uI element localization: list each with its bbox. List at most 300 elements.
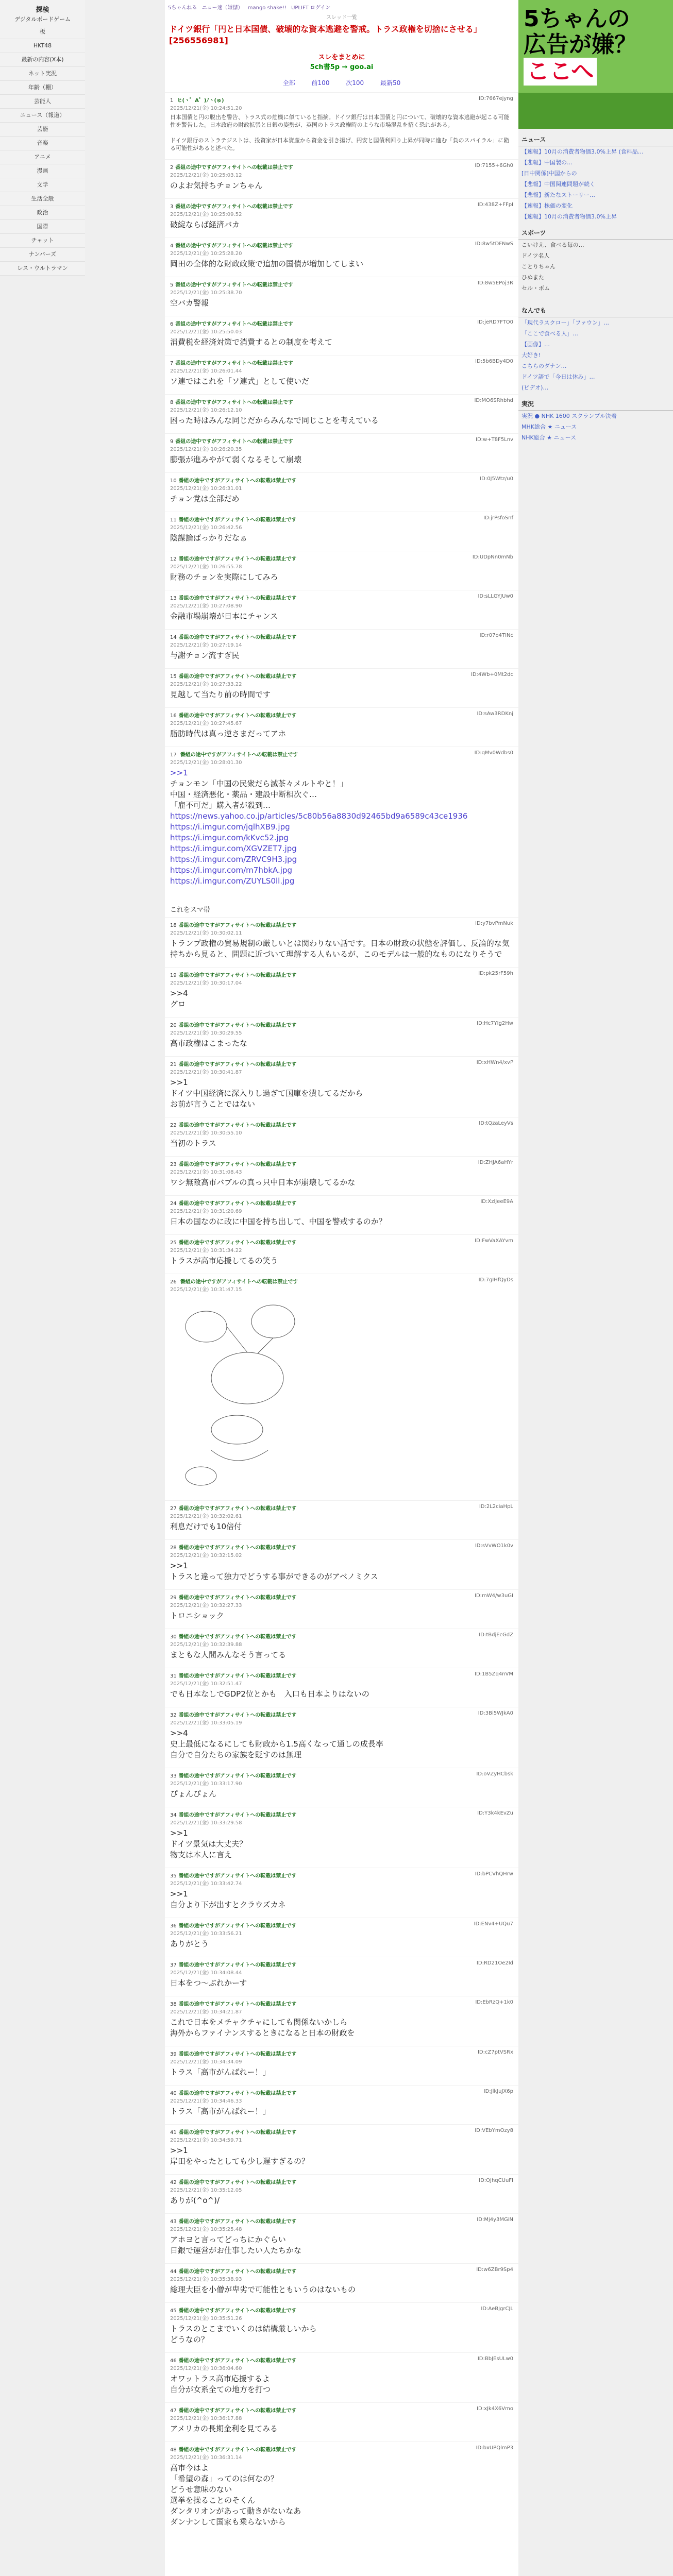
post-controls[interactable] [474,1921,513,1927]
sidebar-news-item[interactable]: NHK総合 ★ ニュース [521,434,577,441]
post-number[interactable]: 48 [170,2447,177,2453]
post-id: ID:XzlJeeE9A [480,1199,513,1205]
post [165,277,518,316]
post-number[interactable]: 12 [170,556,177,562]
post-controls[interactable] [475,1238,513,1244]
post-controls[interactable] [479,1277,513,1283]
post-header [170,2049,513,2065]
post-controls[interactable] [484,2089,513,2094]
sidebar-item[interactable]: アニメ [0,150,85,164]
sidebar-item[interactable]: 音楽 [0,137,85,150]
sidebar-news-item[interactable]: 【画像】… [521,341,550,348]
post-controls[interactable] [475,163,513,168]
sidebar-news-item[interactable]: 【悲報】中国製の… [521,159,573,166]
post-date: 2025/12/21(金) 10:30:41.87 [170,1070,242,1075]
post-body: 困った時はみんな同じだからみんなで同じことを考えている [170,416,379,425]
post-body: トラスのとこまでいくのは結構厳しいから どうなの？ [170,2324,317,2344]
post-id: ID:OJhqCUuFI [479,2178,513,2183]
post-body: 見越して当たり前の時間です [170,690,271,699]
poster-name: 番組の途中ですがアフィサイトへの転載は禁止です [178,1812,297,1818]
post-controls[interactable] [477,1960,513,1966]
post-body: ソ連ではこれを「ソ連式」として使いだ [170,377,310,386]
post-date: 2025/12/21(金) 10:36:17.88 [170,2416,242,2421]
post-controls[interactable] [479,1632,513,1638]
post-date: 2025/12/21(金) 10:32:02.61 [170,1514,242,1519]
post-header [170,554,513,570]
sidebar-item[interactable]: チャット [0,234,85,248]
post-controls[interactable] [478,2049,513,2055]
post-number[interactable]: 32 [170,1713,177,1718]
post-controls[interactable] [475,1671,513,1677]
sidebar-item[interactable]: ニュース（報道） [0,109,85,123]
post-header [170,711,513,726]
poster-name: 番組の途中ですがアフィサイトへの転載は禁止です [178,2447,297,2453]
post-body: 膨張が進みやがて弱くなるそして崩壊 [170,455,302,464]
post-id: ID:8w5tDFNwS [475,241,513,247]
left-sidebar [0,0,85,276]
post [165,92,518,159]
post [165,2352,518,2402]
sidebar-news-item[interactable]: ことりちゃん [521,263,556,270]
post [165,707,518,747]
post-controls[interactable] [476,2267,513,2273]
post-controls[interactable] [475,1999,513,2005]
post-number[interactable]: 26 [170,1279,177,1285]
post-body: 高市政権はこまったな [170,1039,248,1048]
post-id: ID:8w5EPoj3R [477,280,513,286]
poster-name: 番組の途中ですがアフィサイトへの転載は禁止です [178,923,297,928]
post-header [170,398,513,413]
post [165,1589,518,1629]
sidebar-news-item[interactable]: 「現代ラスクロー」「ファウン」… [521,319,609,326]
post-number[interactable]: 38 [170,2002,177,2007]
poster-name: 番組の途中ですがアフィサイトへの転載は禁止です [178,2091,297,2096]
poster-name: 番組の途中ですがアフィサイトへの転載は禁止です [178,2130,297,2136]
post-number[interactable]: 11 [170,517,177,523]
sidebar-news-item[interactable]: 【速報】10月の消費者物価3.0%上昇 (食料品… [521,148,644,155]
nav-next-link[interactable]: 次100 [346,79,364,87]
post-header [170,2089,513,2104]
post-header [170,2128,513,2143]
post [165,2124,518,2174]
sidebar-news-item[interactable]: 大好き! [521,352,541,359]
post [165,1707,518,1768]
post-date: 2025/12/21(金) 10:27:33.22 [170,682,242,687]
sidebar-news-item[interactable]: 「ここで食べる人」… [521,330,578,337]
post-id: ID:2L2ciaHpL [479,1504,513,1510]
post-controls[interactable] [475,241,513,247]
post-body: アホヨと言ってどっちにかぐらい 日銀で運営がお仕事したい人たちかな [170,2235,302,2255]
post-controls[interactable] [475,750,513,756]
post-number[interactable]: 23 [170,1162,177,1167]
post-date: 2025/12/21(金) 10:26:01.44 [170,368,242,374]
post-number[interactable]: 40 [170,2091,177,2096]
post-controls[interactable] [473,554,513,560]
sidebar-item[interactable]: 国際 [0,220,85,234]
post-id: ID:mW4/w3uGI [475,1593,513,1599]
post-body: 高市今はよ 「希望の森」ってのは何なの？ どうせ意味のない 選挙を操ることのそくん ダンタリオンがあって動きがないなあ ダンナンして国家も乗らないから [170,2463,301,2527]
post [165,967,518,1017]
post [165,1996,518,2046]
post-controls[interactable] [479,96,513,101]
post-number[interactable]: 43 [170,2219,177,2225]
post-number[interactable]: 27 [170,1506,177,1512]
thread-main [165,0,518,2576]
post-id: ID:AeBJgrCJL [481,2306,513,2312]
post-number[interactable]: 8 [170,400,174,405]
sidebar-news-item[interactable]: 【速報】株価の変化 [521,202,573,209]
post [165,1274,518,1500]
sidebar-item[interactable]: 漫画 [0,164,85,178]
post-number[interactable]: 34 [170,1812,177,1818]
post-controls[interactable] [480,1199,513,1205]
poster-name: 番組の途中ですがアフィサイトへの転載は禁止です [175,361,293,366]
post-controls[interactable] [476,1771,513,1777]
post-number[interactable]: 31 [170,1673,177,1679]
post-body: 日本の国なのに改に中国を持ち出して、中国を警戒するのか？ [170,1217,386,1226]
sidebar-news-item[interactable]: [日中関係]中国からの [521,170,577,177]
post-id: ID:3Bi5WJkA0 [478,1710,513,1716]
post-date: 2025/12/21(金) 10:32:51.47 [170,1681,242,1687]
post-controls[interactable] [478,2356,513,2362]
post-id: ID:7667ejyng [478,96,513,101]
post-body: 空バカ警報 [170,298,209,308]
post-number[interactable]: 13 [170,596,177,601]
post-number[interactable]: 46 [170,2358,177,2364]
sidebar-news-item[interactable]: MHK総合 ★ ニュース [521,423,577,430]
post-header [170,280,513,296]
post-id: ID:Mj4y3MGiN [477,2217,513,2223]
poster-name: 番組の途中ですがアフィサイトへの転載は禁止です [178,1962,297,1968]
pagination-nav [165,75,518,92]
post-controls[interactable] [477,1810,513,1816]
ad-banner-text: 5ちゃんの 広告が嫌？ [524,6,637,58]
post [165,2263,518,2302]
image-link[interactable]: https://i.imgur.com/kKvc52.jpg [170,833,289,842]
post-controls[interactable] [476,437,513,443]
post-number[interactable]: 36 [170,1923,177,1929]
post-controls[interactable] [480,633,513,638]
post-header [170,96,513,111]
post-number[interactable]: 9 [170,439,174,445]
post-date: 2025/12/21(金) 10:27:19.14 [170,642,242,648]
post-id: ID:sLLGYJUw0 [478,594,513,599]
post-number[interactable]: 19 [170,973,177,978]
sidebar-news-item[interactable]: ひぬまた [521,274,544,281]
post-controls[interactable] [479,1121,513,1126]
sidebar-news-item[interactable]: 【悲報】新たなストーリー… [521,192,595,198]
poster-name: 番組の途中ですがアフィサイトへの転載は禁止です [178,1773,297,1779]
post-controls[interactable] [477,1021,513,1026]
post-controls[interactable] [479,2178,513,2183]
post [165,917,518,967]
image-link[interactable]: https://i.imgur.com/jqlhXB9.jpg [170,822,290,832]
promo-box[interactable] [165,47,518,75]
sidebar-item[interactable]: レス・ウルトラマン [0,262,85,276]
post-number[interactable]: 7 [170,361,174,366]
post-number[interactable]: 29 [170,1595,177,1601]
poster-name: 番組の途中ですがアフィサイトへの転載は禁止です [178,2358,297,2364]
sidebar-item[interactable]: 芸能 [0,123,85,137]
breadcrumb-item[interactable]: 5ちゃんねる [168,5,197,11]
post-number[interactable]: 14 [170,635,177,640]
image-link[interactable]: https://i.imgur.com/ZUYLS0ll.jpg [170,876,295,886]
post-number[interactable]: 6 [170,321,174,327]
post-number[interactable]: 37 [170,1962,177,1968]
sidebar-item[interactable]: 文学 [0,178,85,192]
post-header [170,2306,513,2321]
sidebar-item[interactable]: 板 [0,25,85,39]
sidebar-item[interactable]: 政治 [0,206,85,220]
post-body: 金融市場崩壊が日本にチャンス [170,612,278,621]
post-number[interactable]: 21 [170,1062,177,1067]
post-controls[interactable] [477,319,513,325]
image-link[interactable]: https://i.imgur.com/m7hbkA.jpg [170,866,293,875]
post-controls[interactable] [479,1504,513,1510]
sidebar-news-item[interactable]: こちらのダナン… [521,363,567,369]
poster-name: 番組の途中ですがアフィサイトへの転載は禁止です [178,1873,297,1879]
post-line: チョンモン「中国の民衆だら滅茶々メルトやと！」 [170,779,348,788]
post-controls[interactable] [475,2128,513,2133]
post-header [170,1238,513,1253]
poster-name: 番組の途中ですがアフィサイトへの転載は禁止です [180,752,298,758]
post-number[interactable]: 1 [170,98,174,104]
post-date: 2025/12/21(金) 10:33:05.19 [170,1720,242,1726]
post-controls[interactable] [483,515,513,521]
post [165,1117,518,1156]
post-body: トロニショック [170,1611,224,1620]
sidebar-item[interactable]: 生活全般 [0,192,85,206]
thread-list-link[interactable]: スレッド一覧 [326,15,357,21]
post-id: ID:jrPsfoSnf [483,515,513,521]
sidebar-item[interactable]: HKT48 [0,39,85,53]
sidebar-item[interactable]: ナンバーズ [0,248,85,262]
post-body: 当初のトラス [170,1139,216,1148]
post-date: 2025/12/21(金) 10:31:47.15 [170,1287,242,1293]
ad-banner-cta: ここへ [524,58,597,86]
post-controls[interactable] [477,711,513,717]
post-number[interactable]: 17 [170,752,177,758]
post-number[interactable]: 45 [170,2308,177,2314]
post-id: ID:ENv4+UQu7 [474,1921,513,1927]
post-number[interactable]: 4 [170,243,174,249]
post-controls[interactable] [478,594,513,599]
poster-name: 番組の途中ですがアフィサイトへの転載は禁止です [178,596,297,601]
sidebar-news-item[interactable]: 実況 ● NHK 1600 スクランブル決着 [521,413,617,419]
post-date: 2025/12/21(金) 10:36:31.14 [170,2455,242,2461]
sidebar-news-item[interactable]: ドイツ語で「今日は休み」… [521,374,595,380]
post-date: 2025/12/21(金) 10:34:34.09 [170,2059,242,2065]
post-body: チョン党は全部だめ [170,494,240,503]
post-date: 2025/12/21(金) 10:32:15.02 [170,1553,242,1558]
post-id: ID:ZHJA6aHYr [478,1160,513,1165]
post-number[interactable]: 28 [170,1545,177,1551]
post-number[interactable]: 33 [170,1773,177,1779]
breadcrumb-item[interactable]: UPLIFT ログイン [291,5,331,11]
post-body: ありが(^o^)/ [170,2196,220,2205]
post-number[interactable]: 35 [170,1873,177,1879]
sidebar-item[interactable]: 年齢（棚） [0,81,85,95]
post-number[interactable]: 15 [170,674,177,680]
post [165,2402,518,2442]
post-id: ID:EbRzQ+1k0 [475,1999,513,2005]
news-heading: ニュース [518,129,673,146]
poster-name: 番組の途中ですがアフィサイトへの転載は禁止です [178,1634,297,1640]
post-date: 2025/12/21(金) 10:28:01.30 [170,760,242,766]
post [165,551,518,590]
post-id: ID:Y3k4kEvZu [477,1810,513,1816]
nav-latest-link[interactable]: 最新50 [380,79,401,87]
post-header [170,1277,513,1293]
post-body: >>1 岸田をやったとしても少し遅すぎるの？ [170,2146,310,2166]
post-controls[interactable] [475,1593,513,1599]
sidebar-item[interactable]: ネット実況 [0,67,85,81]
post-controls[interactable] [471,672,513,677]
post-number[interactable]: 20 [170,1023,177,1028]
poster-name: 番組の途中ですがアフィサイトへの転載は禁止です [178,2408,297,2414]
sidebar-subtitle[interactable]: デジタルボードゲーム [14,16,71,23]
poster-name: 番組の途中ですがアフィサイトへの転載は禁止です [180,1279,298,1285]
sidebar-news-item[interactable]: こいけえ、食べる毎の… [521,242,584,248]
post-header [170,437,513,452]
post-line: 中国・経済悪化・薬品・建設中断相次ぐ… [170,790,317,799]
post-number[interactable]: 24 [170,1201,177,1207]
post-controls[interactable] [481,2306,513,2312]
sidebar-news-item[interactable]: 【悲報】中国関連問題が続く [521,181,595,188]
poster-name: 番組の途中ですがアフィサイトへの転載は禁止です [178,2219,297,2225]
post-controls[interactable] [478,280,513,286]
post [165,238,518,277]
sidebar-item[interactable]: 芸能人 [0,95,85,109]
post-id: ID:1B5Zq4nVM [475,1671,513,1677]
poster-name: 番組の途中ですがアフィサイトへの転載は禁止です [178,1923,297,1929]
poster-name: 番組の途中ですがアフィサイトへの転載は禁止です [178,2052,297,2057]
post [165,1768,518,1807]
post-controls[interactable] [476,2445,513,2451]
post-date: 2025/12/21(金) 10:27:08.90 [170,603,242,609]
post-number[interactable]: 22 [170,1123,177,1128]
post-id: ID:w6ZBr9Sp4 [476,2267,513,2273]
nav-prev-link[interactable]: 前100 [311,79,330,87]
post-date: 2025/12/21(金) 10:36:04.60 [170,2366,242,2371]
image-link[interactable]: https://i.imgur.com/XGVZET7.jpg [170,844,297,853]
post-controls[interactable] [478,1710,513,1716]
post-number[interactable]: 44 [170,2269,177,2275]
post-controls[interactable] [478,1160,513,1165]
post-id: ID:MO6SRhbhd [474,398,513,403]
post-number[interactable]: 5 [170,282,174,288]
external-link[interactable]: https://news.yahoo.co.jp/articles/5c80b56a8830d92465bd9a6589c43ce1936 [170,811,468,821]
post-id: ID:xHWn4/xvP [476,1060,513,1065]
post-id: ID:sVvWO1k0v [475,1543,513,1549]
image-link[interactable]: https://i.imgur.com/ZRVC9H3.jpg [170,855,297,864]
post-controls[interactable] [475,1871,513,1877]
post-header [170,971,513,986]
post-number[interactable]: 30 [170,1634,177,1640]
post-number[interactable]: 16 [170,713,177,719]
breadcrumb-item[interactable]: mango shake!! [247,5,287,11]
reply-anchor[interactable]: >>1 [170,768,188,777]
post-header [170,1632,513,1648]
post-date: 2025/12/21(金) 10:31:20.69 [170,1209,242,1214]
poster-name: 番組の途中ですがアフィサイトへの転載は禁止です [178,1240,297,1246]
post-date: 2025/12/21(金) 10:34:21.87 [170,2009,242,2015]
post-date: 2025/12/21(金) 10:25:38.70 [170,290,242,296]
nav-all-link[interactable]: 全部 [282,79,295,87]
post-number[interactable]: 3 [170,204,174,210]
post-body: >>4 グロ [170,989,188,1009]
post [165,394,518,433]
post-number[interactable]: 39 [170,2052,177,2057]
post-number[interactable]: 18 [170,923,177,928]
post-id: ID:BbJEsULw0 [477,2356,513,2362]
right-column [518,0,673,443]
post-id: ID:jeRD7FTO0 [477,319,513,325]
sidebar-news-item[interactable]: セル・ボム [521,285,550,292]
post-controls[interactable] [474,398,513,403]
post-date: 2025/12/21(金) 10:34:08.44 [170,1970,242,1976]
sidebar-news-item[interactable]: (ビデオ)… [521,384,549,391]
post-header [170,2267,513,2282]
post-controls[interactable] [475,1543,513,1549]
post-controls[interactable] [475,359,513,364]
post-controls[interactable] [475,921,513,926]
sidebar-news-item[interactable]: ドイツ名人 [521,252,550,259]
poster-name: 番組の途中ですがアフィサイトへの転載は禁止です [178,1062,297,1067]
post-number[interactable]: 47 [170,2408,177,2414]
post-number[interactable]: 25 [170,1240,177,1246]
post-controls[interactable] [478,202,513,208]
post-controls[interactable] [480,476,513,482]
post-controls[interactable] [477,2406,513,2412]
ad-banner[interactable] [518,0,673,129]
post-number[interactable]: 10 [170,478,177,484]
post-body: 財務のチョンを実際にしてみろ [170,572,278,582]
post-number[interactable]: 41 [170,2130,177,2136]
post-header [170,1999,513,2015]
poster-name: 番組の途中ですがアフィサイトへの転載は禁止です [175,282,293,288]
post-date: 2025/12/21(金) 10:35:38.93 [170,2277,242,2282]
post-date: 2025/12/21(金) 10:35:25.48 [170,2227,242,2232]
poster-name: 番組の途中ですがアフィサイトへの転載は禁止です [178,2269,297,2275]
post-date: 2025/12/21(金) 10:31:08.43 [170,1170,242,1175]
breadcrumb-item[interactable]: ニュー速（嫌儲） [201,5,243,11]
post-number[interactable]: 2 [170,165,174,171]
sidebar-item[interactable]: 最新の内容(X本) [0,53,85,67]
post-body: 破綻ならば経済バカ [170,220,240,229]
post-controls[interactable] [477,2217,513,2223]
post-id: ID:bxUPQlmP3 [476,2445,513,2451]
post-number[interactable]: 42 [170,2180,177,2185]
post [165,1668,518,1707]
post-id: ID:4Wb+0Mt2dc [470,672,513,677]
post-body: 日本国債と円の脱出を警告、トラス式の危機に似ていると指摘。ドイツ銀行は日本国債と円について、破壊的な資本逃避が起こる可能性を警告した。日本政府の財政拡張と日銀の姿勢が、英国のトラス政権時のような市場混乱を招く恐れがある。 ドイツ銀行のストラテジストは、投資家が日本資産から資金を引き揚げ、円安と国債利回り上昇が同時に進む「負のスパイラル」に陥る可能性があると述べた。 [170,114,510,151]
post-date: 2025/12/21(金) 10:35:12.05 [170,2188,242,2193]
post-header [170,2356,513,2371]
post-body: オワットラス高市応援するよ 自分が女系全ての地方を打つ [170,2374,271,2394]
post-controls[interactable] [478,971,513,976]
post-date: 2025/12/21(金) 10:30:02.11 [170,930,242,936]
post-controls[interactable] [477,1060,513,1065]
post-id: ID:y7bvPmNuk [475,921,513,926]
post-header [170,1710,513,1726]
post-header [170,594,513,609]
post-header [170,2406,513,2421]
sidebar-news-item[interactable]: 【速報】10月の消費者物価3.0%上昇 [521,213,617,220]
post-header [170,1060,513,1075]
post-body: ワシ無敵高市バブルの真っ只中日本が崩壊してるかな [170,1178,356,1187]
post-header [170,1160,513,1175]
